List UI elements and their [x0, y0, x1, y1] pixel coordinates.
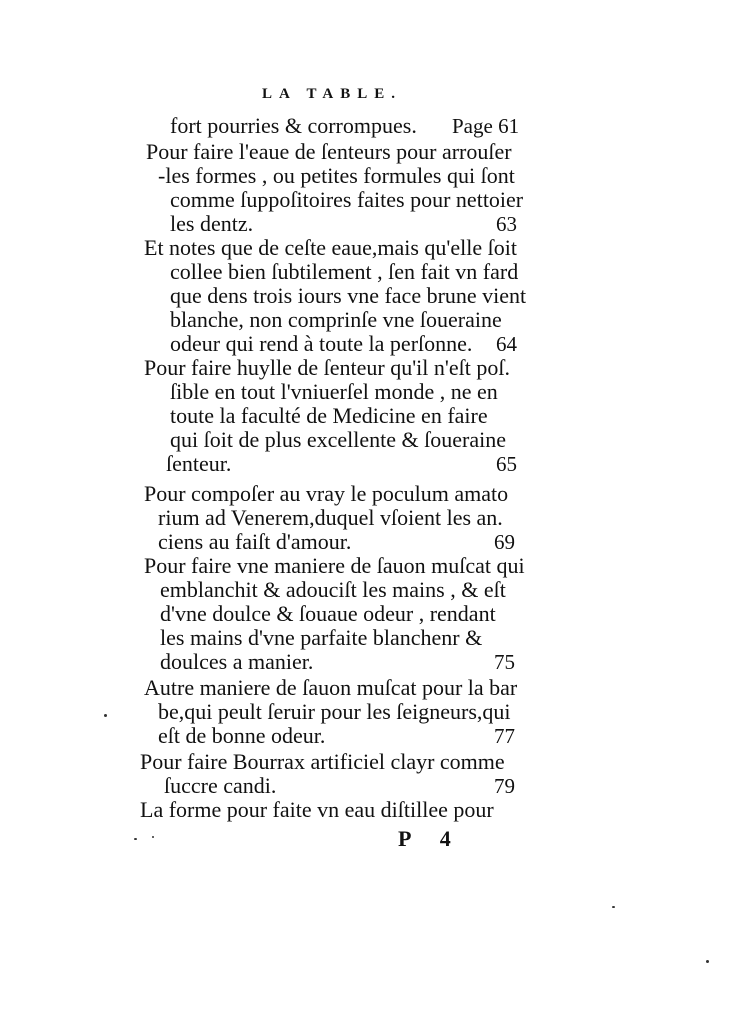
text-line: d'vne doulce & ſouaue odeur , rendant [160, 601, 496, 626]
text-line: toute la faculté de Medicine en faire [170, 403, 488, 428]
page-reference: Page 61 [452, 114, 520, 138]
text-line: be,qui peult ſeruir pour les ſeigneurs,qui [158, 699, 511, 724]
text-line: La forme pour faite vn eau diſtillee pour [140, 797, 494, 822]
text-line: emblanchit & adouciſt les mains , & eſt [160, 577, 506, 602]
text-line: que dens trois iours vne face brune vient [170, 283, 527, 308]
text-line: Pour faire Bourrax artificiel clayr comme [140, 749, 505, 774]
text-line: ciens au faiſt d'amour. [158, 529, 352, 554]
text-line: qui ſoit de plus excellente & ſoueraine [170, 427, 507, 452]
text-line: eſt de bonne odeur. [158, 723, 326, 748]
text-line: les dentz. [170, 211, 254, 236]
running-head: LA TABLE. [262, 86, 402, 102]
page-reference: 77 [494, 724, 515, 748]
page-reference: 63 [496, 212, 517, 236]
text-line: Pour compoſer au vray le poculum amato [144, 481, 509, 506]
paper-speck [706, 960, 709, 963]
text-line: Pour faire l'eaue de ſenteurs pour arrouſer [146, 139, 512, 164]
page-reference: 69 [494, 530, 515, 554]
paper-speck [152, 836, 154, 838]
paper-speck [134, 838, 137, 840]
text-line: Pour faire vne maniere de ſauon muſcat qui [144, 553, 525, 578]
page-reference: 79 [494, 774, 515, 798]
text-line: ſible en tout l'vniuerſel monde , ne en [170, 379, 498, 404]
text-line: doulces a manier. [160, 649, 314, 674]
paper-speck [104, 714, 107, 717]
text-line: collee bien ſubtilement , ſen fait vn fard [170, 259, 519, 284]
page-reference: 65 [496, 452, 517, 476]
text-line: odeur qui rend à toute la perſonne. [170, 331, 473, 356]
page-reference: 75 [494, 650, 515, 674]
text-line: ſenteur. [166, 451, 232, 476]
text-line: les mains d'vne parfaite blanchenr & [160, 625, 483, 650]
text-line: rium ad Venerem,duquel vſoient les an. [158, 505, 503, 530]
text-line: blanche, non comprinſe vne ſoueraine [170, 307, 502, 332]
signature-mark: P 4 [398, 826, 463, 851]
text-line: Pour faire huylle de ſenteur qu'il n'eſt poſ. [144, 355, 510, 380]
paper-speck [612, 906, 615, 908]
text-line: ſuccre candi. [164, 773, 277, 798]
page-reference: 64 [496, 332, 517, 356]
text-line: comme ſuppoſitoires faites pour nettoier [170, 187, 524, 212]
text-line: Autre maniere de ſauon muſcat pour la bar [144, 675, 518, 700]
text-line: Et notes que de ceſte eaue,mais qu'elle ſoit [144, 235, 517, 260]
text-line: -les formes , ou petites formules qui ſont [158, 163, 515, 188]
text-line: fort pourries & corrompues. [170, 113, 417, 138]
